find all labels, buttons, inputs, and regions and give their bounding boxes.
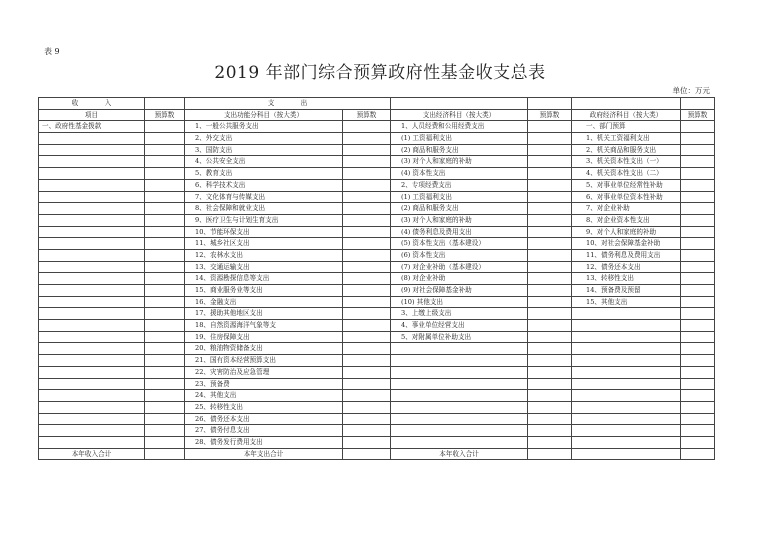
budget-cell	[681, 355, 715, 367]
budget-cell	[145, 121, 185, 133]
expense-total-label: 本年支出合计	[185, 448, 343, 460]
income-item	[39, 179, 145, 191]
budget-cell	[681, 179, 715, 191]
budget-cell	[681, 226, 715, 238]
budget-header: 预算数	[681, 109, 715, 121]
income-item	[39, 296, 145, 308]
table-number: 表 9	[44, 47, 60, 56]
econ-dept-item: (4) 债务利息及费用支出	[391, 226, 528, 238]
budget-cell	[343, 261, 391, 273]
econ-dept-item	[391, 366, 528, 378]
table-row	[39, 226, 715, 238]
budget-cell	[343, 179, 391, 191]
econ-dept-item: (4) 资本性支出	[391, 168, 528, 180]
table-row	[39, 273, 715, 285]
income-item	[39, 203, 145, 215]
table-row	[39, 179, 715, 191]
empty-cell	[572, 448, 681, 460]
budget-cell	[681, 168, 715, 180]
econ-dept-item	[391, 401, 528, 413]
budget-cell	[343, 121, 391, 133]
income-item	[39, 401, 145, 413]
table-row	[39, 249, 715, 261]
budget-header: 预算数	[145, 109, 185, 121]
budget-cell	[343, 296, 391, 308]
table-row	[39, 425, 715, 437]
budget-cell	[145, 401, 185, 413]
income-item	[39, 355, 145, 367]
econ-dept-item	[391, 436, 528, 448]
econ-gov-item: 1、机关工资福利支出	[572, 133, 681, 145]
table-row	[39, 121, 715, 133]
table-row	[39, 296, 715, 308]
budget-cell	[343, 238, 391, 250]
budget-cell	[145, 378, 185, 390]
budget-cell	[528, 308, 572, 320]
function-item: 4、公共安全支出	[185, 156, 343, 168]
budget-cell	[681, 203, 715, 215]
function-item: 14、资源勘探信息等支出	[185, 273, 343, 285]
budget-cell	[343, 366, 391, 378]
table-row	[39, 436, 715, 448]
income-item	[39, 214, 145, 226]
table-row	[39, 156, 715, 168]
econ-dept-item: (2) 商品和服务支出	[391, 144, 528, 156]
budget-cell	[343, 343, 391, 355]
budget-cell	[145, 144, 185, 156]
econ-gov-item: 13、转移性支出	[572, 273, 681, 285]
budget-cell	[343, 331, 391, 343]
econ-dept-item: (3) 对个人和家庭的补助	[391, 156, 528, 168]
budget-cell	[343, 425, 391, 437]
budget-cell	[528, 331, 572, 343]
budget-cell	[528, 261, 572, 273]
function-item: 5、教育支出	[185, 168, 343, 180]
econ-dept-item: 1、人员经费和公用经费支出	[391, 121, 528, 133]
budget-cell	[528, 366, 572, 378]
function-item: 19、住房保障支出	[185, 331, 343, 343]
budget-cell	[681, 121, 715, 133]
page-title: 2019 年部门综合预算政府性基金收支总表	[214, 63, 546, 83]
budget-cell	[528, 413, 572, 425]
budget-cell	[681, 296, 715, 308]
budget-cell	[528, 191, 572, 203]
table-row	[39, 285, 715, 297]
econ-dept-item: (5) 资本性支出（基本建设）	[391, 238, 528, 250]
budget-cell	[528, 425, 572, 437]
income-item	[39, 390, 145, 402]
budget-cell	[145, 425, 185, 437]
function-header: 支出功能分科目（按大类）	[185, 109, 343, 121]
econ-dept-item	[391, 343, 528, 355]
econ-dept-item	[391, 390, 528, 402]
budget-cell	[145, 261, 185, 273]
income-item	[39, 308, 145, 320]
budget-cell	[681, 378, 715, 390]
budget-cell	[528, 249, 572, 261]
econ-gov-item: 4、机关资本性支出（二）	[572, 168, 681, 180]
budget-cell	[681, 331, 715, 343]
budget-cell	[343, 285, 391, 297]
budget-cell	[343, 401, 391, 413]
budget-cell	[681, 156, 715, 168]
table-row	[39, 378, 715, 390]
econ-gov-item: 2、机关商品和服务支出	[572, 144, 681, 156]
budget-cell	[343, 249, 391, 261]
budget-cell	[681, 390, 715, 402]
budget-cell	[681, 343, 715, 355]
budget-cell	[343, 390, 391, 402]
budget-cell	[528, 320, 572, 332]
table-row	[39, 261, 715, 273]
income-item	[39, 273, 145, 285]
econ-gov-item	[572, 390, 681, 402]
budget-cell	[145, 390, 185, 402]
function-item: 20、粮油物资储备支出	[185, 343, 343, 355]
econ-gov-item: 7、对企业补助	[572, 203, 681, 215]
econ-dept-item: (2) 商品和服务支出	[391, 203, 528, 215]
budget-cell	[528, 144, 572, 156]
budget-cell	[528, 436, 572, 448]
budget-cell	[681, 413, 715, 425]
income-item: 一、政府性基金拨款	[39, 121, 145, 133]
budget-cell	[343, 226, 391, 238]
function-item: 10、节能环保支出	[185, 226, 343, 238]
budget-cell	[528, 273, 572, 285]
budget-cell	[343, 320, 391, 332]
table-row	[39, 320, 715, 332]
budget-cell	[528, 214, 572, 226]
budget-cell	[343, 191, 391, 203]
budget-cell	[343, 355, 391, 367]
econ-gov-item	[572, 331, 681, 343]
table-row	[39, 331, 715, 343]
econ-gov-item: 5、对事业单位经常性补助	[572, 179, 681, 191]
expense-header: 支 出	[185, 98, 391, 110]
budget-cell	[528, 343, 572, 355]
budget-cell	[528, 133, 572, 145]
function-item: 2、外交支出	[185, 133, 343, 145]
budget-cell	[343, 156, 391, 168]
function-item: 28、债务发行费用支出	[185, 436, 343, 448]
income-total-label: 本年收入合计	[39, 448, 145, 460]
budget-cell	[681, 261, 715, 273]
income-item	[39, 378, 145, 390]
table-row	[39, 238, 715, 250]
income-item	[39, 366, 145, 378]
table-row	[39, 343, 715, 355]
function-item: 16、金融支出	[185, 296, 343, 308]
budget-cell	[681, 436, 715, 448]
function-item: 17、援助其他地区支出	[185, 308, 343, 320]
budget-cell	[145, 320, 185, 332]
budget-cell	[681, 401, 715, 413]
income-total-label-2: 本年收入合计	[391, 448, 528, 460]
income-item	[39, 238, 145, 250]
econ-gov-item	[572, 355, 681, 367]
budget-cell	[528, 179, 572, 191]
econ-dept-item: (1) 工资福利支出	[391, 191, 528, 203]
budget-cell	[343, 214, 391, 226]
budget-table	[38, 97, 715, 460]
econ-gov-item	[572, 320, 681, 332]
budget-cell	[681, 320, 715, 332]
function-item: 9、医疗卫生与计划生育支出	[185, 214, 343, 226]
budget-header: 预算数	[343, 109, 391, 121]
item-header: 项目	[39, 109, 145, 121]
budget-cell	[145, 366, 185, 378]
budget-cell	[343, 203, 391, 215]
function-item: 27、债务付息支出	[185, 425, 343, 437]
budget-cell	[681, 448, 715, 460]
budget-cell	[343, 378, 391, 390]
budget-cell	[681, 144, 715, 156]
budget-cell	[145, 296, 185, 308]
income-item	[39, 343, 145, 355]
econ-dept-item: (6) 资本性支出	[391, 249, 528, 261]
budget-cell	[528, 121, 572, 133]
econ-dept-item	[391, 378, 528, 390]
budget-cell	[528, 448, 572, 460]
econ-dept-item: (7) 对企业补助（基本建设）	[391, 261, 528, 273]
table-row	[39, 191, 715, 203]
budget-cell	[145, 448, 185, 460]
econ-gov-item: 11、债务利息及费用支出	[572, 249, 681, 261]
econ-gov-item	[572, 343, 681, 355]
table-row	[39, 401, 715, 413]
income-item	[39, 261, 145, 273]
budget-cell	[528, 226, 572, 238]
budget-cell	[681, 249, 715, 261]
budget-cell	[528, 156, 572, 168]
budget-cell	[145, 226, 185, 238]
budget-cell	[145, 413, 185, 425]
table-row	[39, 203, 715, 215]
budget-cell	[145, 308, 185, 320]
budget-cell	[528, 355, 572, 367]
econ-dept-item: (8) 对企业补助	[391, 273, 528, 285]
budget-cell	[681, 285, 715, 297]
income-item	[39, 413, 145, 425]
budget-cell	[343, 448, 391, 460]
econ-dept-item: (3) 对个人和家庭的补助	[391, 214, 528, 226]
budget-cell	[343, 308, 391, 320]
function-item: 22、灾害防治及应急管理	[185, 366, 343, 378]
budget-cell	[343, 273, 391, 285]
header-row-2	[39, 109, 715, 121]
econ-dept-item	[391, 355, 528, 367]
income-item	[39, 249, 145, 261]
econ-gov-item: 6、对事业单位资本性补助	[572, 191, 681, 203]
table-row	[39, 390, 715, 402]
budget-cell	[145, 355, 185, 367]
table-row	[39, 413, 715, 425]
function-item: 18、自然资源海洋气象等支	[185, 320, 343, 332]
budget-cell	[681, 238, 715, 250]
econ-gov-header: 政府经济科目（按大类）	[572, 109, 681, 121]
econ-dept-item: (1) 工资福利支出	[391, 133, 528, 145]
table-row	[39, 355, 715, 367]
econ-gov-item: 8、对企业资本性支出	[572, 214, 681, 226]
budget-cell	[145, 436, 185, 448]
income-item	[39, 144, 145, 156]
econ-dept-item: (10) 其他支出	[391, 296, 528, 308]
budget-cell	[145, 331, 185, 343]
econ-gov-item	[572, 308, 681, 320]
budget-cell	[145, 133, 185, 145]
income-item	[39, 191, 145, 203]
income-item	[39, 156, 145, 168]
function-item: 1、一般公共服务支出	[185, 121, 343, 133]
function-item: 12、农林水支出	[185, 249, 343, 261]
table-row	[39, 144, 715, 156]
function-item: 3、国防支出	[185, 144, 343, 156]
income-item	[39, 168, 145, 180]
budget-cell	[681, 366, 715, 378]
econ-gov-item: 14、预备费及预留	[572, 285, 681, 297]
budget-cell	[343, 436, 391, 448]
function-item: 15、商业服务业等支出	[185, 285, 343, 297]
econ-gov-item: 一、部门预算	[572, 121, 681, 133]
econ-dept-item: 3、上缴上级支出	[391, 308, 528, 320]
econ-gov-item: 3、机关资本性支出（一）	[572, 156, 681, 168]
econ-gov-item: 15、其他支出	[572, 296, 681, 308]
table-row	[39, 168, 715, 180]
budget-cell	[145, 156, 185, 168]
total-row	[39, 448, 715, 460]
budget-cell	[528, 296, 572, 308]
econ-gov-item	[572, 413, 681, 425]
income-header: 收 入	[39, 98, 145, 110]
income-item	[39, 285, 145, 297]
function-item: 8、社会保障和就业支出	[185, 203, 343, 215]
econ-dept-item: 2、专项经费支出	[391, 179, 528, 191]
budget-cell	[681, 191, 715, 203]
header-row-1	[39, 98, 715, 110]
function-item: 23、预备费	[185, 378, 343, 390]
budget-cell	[145, 249, 185, 261]
income-item	[39, 320, 145, 332]
table-row	[39, 214, 715, 226]
function-item: 7、文化体育与传媒支出	[185, 191, 343, 203]
budget-cell	[145, 203, 185, 215]
unit-label: 单位：万元	[672, 86, 710, 95]
function-item: 13、交通运输支出	[185, 261, 343, 273]
econ-gov-item: 12、债务还本支出	[572, 261, 681, 273]
budget-cell	[528, 203, 572, 215]
function-item: 25、转移性支出	[185, 401, 343, 413]
table-row	[39, 133, 715, 145]
income-item	[39, 331, 145, 343]
table-row	[39, 366, 715, 378]
budget-cell	[528, 285, 572, 297]
budget-cell	[343, 168, 391, 180]
econ-gov-item	[572, 425, 681, 437]
econ-dept-item: 4、事业单位经营支出	[391, 320, 528, 332]
budget-cell	[681, 308, 715, 320]
income-item	[39, 436, 145, 448]
budget-cell	[528, 168, 572, 180]
budget-cell	[145, 179, 185, 191]
budget-cell	[145, 238, 185, 250]
function-item: 26、债务还本支出	[185, 413, 343, 425]
econ-gov-item: 9、对个人和家庭的补助	[572, 226, 681, 238]
budget-cell	[528, 238, 572, 250]
budget-cell	[145, 273, 185, 285]
budget-cell	[343, 413, 391, 425]
econ-dept-item	[391, 413, 528, 425]
econ-gov-item	[572, 366, 681, 378]
budget-cell	[145, 285, 185, 297]
econ-gov-item	[572, 401, 681, 413]
budget-cell	[145, 343, 185, 355]
income-item	[39, 226, 145, 238]
budget-cell	[145, 214, 185, 226]
budget-cell	[528, 378, 572, 390]
function-item: 24、其他支出	[185, 390, 343, 402]
budget-cell	[528, 390, 572, 402]
function-item: 6、科学技术支出	[185, 179, 343, 191]
budget-cell	[681, 133, 715, 145]
income-item	[39, 425, 145, 437]
income-item	[39, 133, 145, 145]
econ-dept-header: 支出经济科目（按大类）	[391, 109, 528, 121]
table-row	[39, 308, 715, 320]
budget-cell	[681, 273, 715, 285]
function-item: 11、城乡社区支出	[185, 238, 343, 250]
budget-cell	[528, 401, 572, 413]
budget-cell	[681, 214, 715, 226]
budget-cell	[681, 425, 715, 437]
econ-dept-item: 5、对附属单位补助支出	[391, 331, 528, 343]
function-item: 21、国有资本经营预算支出	[185, 355, 343, 367]
econ-dept-item: (9) 对社会保障基金补助	[391, 285, 528, 297]
budget-cell	[343, 133, 391, 145]
econ-gov-item: 10、对社会保障基金补助	[572, 238, 681, 250]
budget-header: 预算数	[528, 109, 572, 121]
budget-cell	[145, 168, 185, 180]
econ-gov-item	[572, 436, 681, 448]
budget-cell	[343, 144, 391, 156]
budget-cell	[145, 191, 185, 203]
econ-gov-item	[572, 378, 681, 390]
econ-dept-item	[391, 425, 528, 437]
